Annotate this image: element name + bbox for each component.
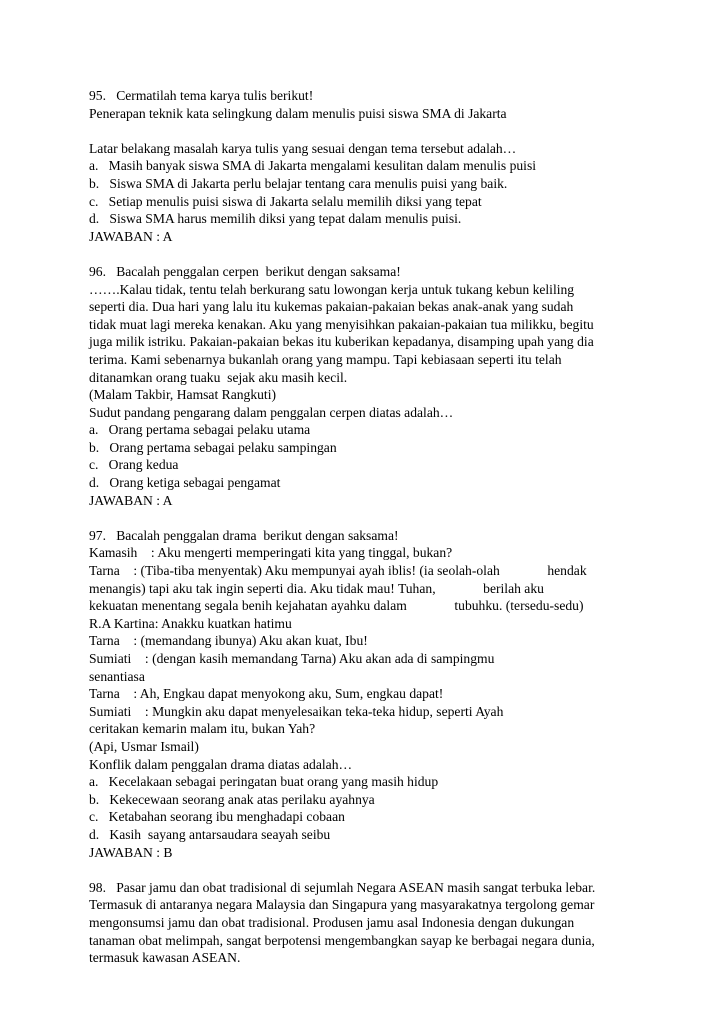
text-line: b. Kekecewaan seorang anak atas perilaku ayahnya <box>89 791 375 807</box>
text-line: 97. Bacalah penggalan drama berikut dengan saksama! <box>89 527 399 543</box>
text-line: b. Siswa SMA di Jakarta perlu belajar tentang cara menulis puisi yang baik. <box>89 175 508 191</box>
text-line: termasuk kawasan ASEAN. <box>89 950 241 966</box>
text-line: R.A Kartina: Anakku kuatkan hatimu <box>89 615 292 631</box>
text-line: ceritakan kemarin malam itu, bukan Yah? <box>89 721 316 737</box>
text-line: a. Kecelakaan sebagai peringatan buat orang yang masih hidup <box>89 774 439 790</box>
text-line: (Malam Takbir, Hamsat Rangkuti) <box>89 387 277 403</box>
blank-line <box>89 122 649 140</box>
text-line: Sumiati : Mungkin aku dapat menyelesaikan teka-teka hidup, seperti Ayah <box>89 703 504 719</box>
text-line: (Api, Usmar Ismail) <box>89 738 199 754</box>
text-line: c. Ketabahan seorang ibu menghadapi cobaan <box>89 809 345 825</box>
text-line: d. Kasih sayang antarsaudara seayah seibu <box>89 826 331 842</box>
question-block <box>89 87 649 245</box>
question-separator <box>89 509 649 527</box>
text-line: b. Orang pertama sebagai pelaku sampingan <box>89 439 337 455</box>
text-line: 98. Pasar jamu dan obat tradisional di sejumlah Negara ASEAN masih sangat terbuka lebar. <box>89 879 596 895</box>
text-line: senantiasa <box>89 668 145 684</box>
text-line: Sudut pandang pengarang dalam penggalan cerpen diatas adalah… <box>89 404 454 420</box>
text-line: d. Orang ketiga sebagai pengamat <box>89 475 281 491</box>
question-separator <box>89 245 649 263</box>
text-line: tanaman obat melimpah, sangat berpotensi mengembangkan sayap ke berbagai negara dunia, <box>89 932 595 948</box>
text-line: 96. Bacalah penggalan cerpen berikut dengan saksama! <box>89 263 401 279</box>
text-line: a. Orang pertama sebagai pelaku utama <box>89 422 311 438</box>
text-line: 95. Cermatilah tema karya tulis berikut! <box>89 88 314 103</box>
text-line: Konflik dalam penggalan drama diatas adalah… <box>89 756 353 772</box>
text-line: c. Setiap menulis puisi siswa di Jakarta selalu memilih diksi yang tepat <box>89 193 482 209</box>
question-block <box>89 879 649 967</box>
text-line: menangis) tapi aku tak ingin seperti dia. Aku tidak mau! Tuhan, berilah aku <box>89 580 544 596</box>
text-line: Tarna : (Tiba-tiba menyentak) Aku mempunyai ayah iblis! (ia seolah-olah hendak <box>89 563 587 579</box>
text-line: Sumiati : (dengan kasih memandang Tarna) Aku akan ada di sampingmu <box>89 651 495 666</box>
question-block <box>89 527 649 861</box>
text-line: ditanamkan orang tuaku sejak aku masih kecil. <box>89 369 348 385</box>
text-line: tidak muat lagi mereka kenakan. Aku yang menyisihkan pakaian-pakaian tua milikku, begitu <box>89 316 594 332</box>
question-block <box>89 263 649 509</box>
document-body <box>89 87 649 967</box>
text-line: d. Siswa SMA harus memilih diksi yang tepat dalam menulis puisi. <box>89 211 462 227</box>
text-line: JAWABAN : A <box>89 492 173 508</box>
text-line: kekuatan menentang segala benih kejahatan ayahku dalam tubuhku. (tersedu-sedu) <box>89 598 584 614</box>
text-line: seperti dia. Dua hari yang lalu itu kukemas pakaian-pakaian bekas anak-anak yang sudah <box>89 299 574 315</box>
text-line: terima. Kami sebenarnya bukanlah orang yang mampu. Tapi kebiasaan seperti itu telah <box>89 351 562 367</box>
text-line: c. Orang kedua <box>89 457 179 473</box>
text-line: Kamasih : Aku mengerti memperingati kita yang tinggal, bukan? <box>89 545 453 561</box>
text-line: Termasuk di antaranya negara Malaysia dan Singapura yang masyarakatnya tergolong gemar <box>89 897 595 913</box>
text-line: juga milik istriku. Pakaian-pakaian bekas itu kuberikan kepadanya, disamping upah yang dia <box>89 334 594 350</box>
text-line: …….Kalau tidak, tentu telah berkurang satu lowongan kerja untuk tukang kebun keliling <box>89 281 575 297</box>
text-line: Tarna : Ah, Engkau dapat menyokong aku, Sum, engkau dapat! <box>89 686 444 702</box>
text-line: a. Masih banyak siswa SMA di Jakarta mengalami kesulitan dalam menulis puisi <box>89 158 537 174</box>
text-line: mengonsumsi jamu dan obat tradisional. Produsen jamu asal Indonesia dengan dukungan <box>89 914 575 930</box>
text-line: Penerapan teknik kata selingkung dalam menulis puisi siswa SMA di Jakarta <box>89 105 507 121</box>
text-line: Latar belakang masalah karya tulis yang sesuai dengan tema tersebut adalah… <box>89 140 517 156</box>
text-line: Tarna : (memandang ibunya) Aku akan kuat, Ibu! <box>89 633 368 649</box>
text-line: JAWABAN : A <box>89 228 173 244</box>
question-separator <box>89 861 649 879</box>
text-line: JAWABAN : B <box>89 844 173 860</box>
